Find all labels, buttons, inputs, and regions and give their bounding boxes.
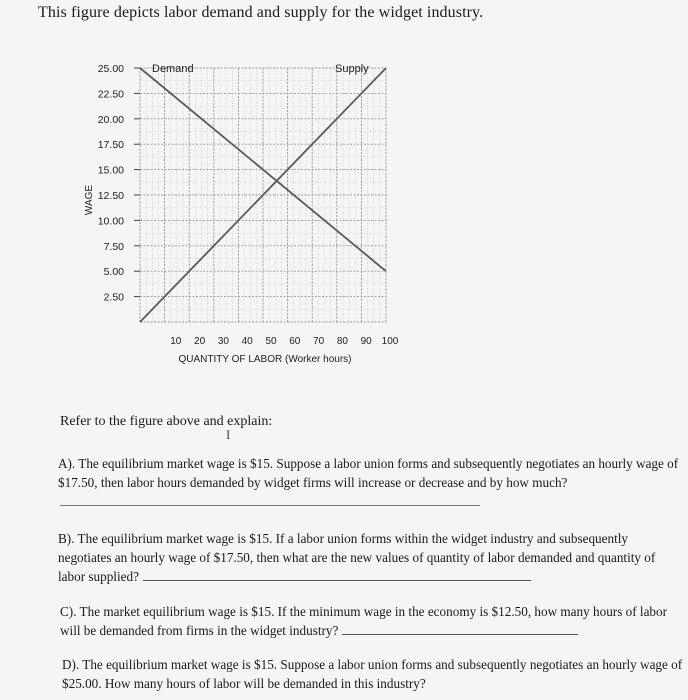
legend-label-supply: Supply [335, 63, 369, 75]
page-heading: This figure depicts labor demand and supply for the widget industry. [38, 4, 484, 21]
text-cursor-icon: Ι [226, 427, 231, 442]
x-tick-label: 30 [217, 336, 229, 347]
y-tick-label: 20.00 [97, 113, 124, 126]
x-tick-label: 50 [265, 336, 277, 347]
y-tick-label: 5.00 [103, 266, 124, 279]
answer-line-c[interactable] [342, 622, 578, 635]
x-tick-label: 20 [194, 336, 206, 347]
y-tick-label: 10.00 [97, 215, 124, 228]
refer-prompt: Refer to the figure above and explain: [60, 414, 273, 429]
x-tick-label: 90 [360, 336, 372, 347]
x-axis-label: QUANTITY OF LABOR (Worker hours) [178, 354, 352, 365]
y-tick-label: 2.50 [103, 291, 124, 304]
y-tick-label: 17.50 [97, 139, 124, 152]
legend-label-demand: Demand [152, 63, 194, 75]
y-tick-label: 12.50 [97, 190, 124, 202]
answer-line-a[interactable] [60, 505, 480, 506]
question-d [62, 655, 686, 693]
question-a-text: A). The equilibrium market wage is $15. Suppose a labor union forms and subsequently negotiates an hourly wage of $17.50, then labor hours demanded by widget firms will increase or decrease and by how much? [58, 456, 679, 490]
y-tick-label: 25.00 [97, 63, 124, 75]
question-d-text: D). The equilibrium market wage is $15. Suppose a labor union forms and subsequently negotiates an hourly wage of $25.00. How many hours of labor will be demanded in this industry? [62, 657, 683, 691]
x-tick-label: 60 [289, 336, 301, 347]
y-tick-label: 15.00 [97, 164, 124, 177]
question-b [58, 529, 682, 586]
question-a [58, 454, 686, 492]
x-tick-label: 40 [241, 336, 253, 347]
y-tick-label: 7.50 [103, 240, 124, 253]
question-b-text: B). The equilibrium market wage is $15. If a labor union forms within the widget industry and subsequently negotiates an hourly wage of $17.50, then what are the new values of quantity of labor demanded and quantity of labor supplied? [58, 531, 656, 584]
question-c-text: C). The market equilibrium wage is $15. If the minimum wage in the economy is $12.50, how many hours of labor will be demanded from firms in the widget industry? [60, 604, 667, 638]
y-tick-label: 22.50 [97, 88, 124, 101]
x-tick-label: 100 [381, 336, 399, 347]
x-tick-label: 80 [336, 336, 348, 347]
x-tick-label: 10 [170, 336, 182, 347]
answer-line-b[interactable] [143, 568, 531, 581]
y-axis-label: WAGE [84, 184, 95, 216]
x-tick-label: 70 [313, 336, 325, 347]
question-c [60, 602, 684, 640]
